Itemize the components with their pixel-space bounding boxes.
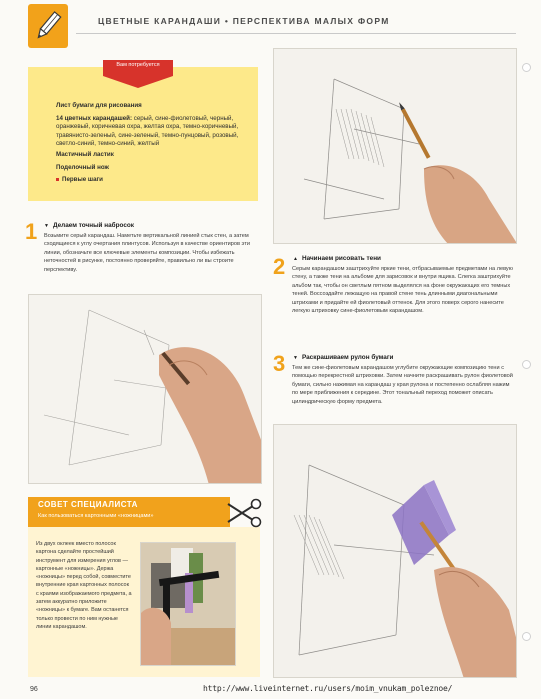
pencil-icon-box: [28, 4, 68, 48]
source-url: http://www.liveinternet.ru/users/moim_vnukam_poleznoe/: [203, 684, 453, 693]
step-text: Тем же сине-фиолетовым карандашом углубите окружающие композицию тени с помощью перекрестной штриховки. Затем начните раскрашивать рулон фиолетовой бумаги, сильно нажимая на карандаш у края рулона и постепенно ослабляя нажим по мере приближения к середине. Этот тональный переход поможет описать цилиндрическую форму предмета.: [292, 365, 513, 405]
materials-item-detail: серый, сине-фиолетовый, черный, оранжевый, коричневая охра, желтая охра, темно-коричневый, травянисто-зеленый, сине-зеленый, темно-пунцовый, розовый, светло-синий, темно-синий, желтый: [56, 114, 239, 148]
step-title: [44, 222, 134, 229]
step1-photo: [28, 294, 262, 484]
expert-tip-subtitle: Как пользоваться картонными «ножницами»: [38, 513, 154, 519]
materials-item-label: Мастичный ластик: [56, 150, 114, 158]
step-text: Возьмите серый карандаш. Наметьте вертикальной линией стык стен, а затем сходящиеся к углу очертания плинтусов. Используя в качестве ориентиров эти линии, обозначьте все ключевые элементы композиции. Чтобы избежать неточностей в рисунке, постоянно проверяйте, правильно ли вы строите перспективу.: [44, 233, 250, 273]
header-rule: [76, 33, 516, 34]
triangle-icon: ▼: [44, 223, 49, 229]
materials-item-label: 14 цветных карандашей:: [56, 114, 133, 122]
scissors-icon: [222, 496, 262, 530]
step-title: [293, 255, 381, 262]
punch-hole: [522, 63, 531, 72]
materials-item: [56, 102, 254, 111]
page-number: 96: [30, 686, 38, 693]
expert-tip-text: Из двух оклеек вместо полосок картона сделайте простейший инструмент для измерения углов — картонные «ножницы». Держа «ножницы» перед собой, совместите внутренние края картонных полосок с краями изображаемого предмета, а затем аккуратно приложите «ножницы» к бумаге. Вам останется только провести по ним нужные линии карандашом.: [36, 541, 132, 630]
step-title: [293, 354, 393, 361]
step2-photo: [273, 48, 517, 244]
step-number: 2: [273, 254, 286, 279]
materials-item: [56, 164, 254, 173]
materials-item-label: Лист бумаги для рисования: [56, 102, 142, 109]
triangle-icon: ▲: [293, 256, 298, 262]
step-text: Серым карандашом заштрихуйте яркие тени, отбрасываемые предметами на левую стену, а также тени на альбоме для зарисовок и внутри ящика. Слегка заштрихуйте альбом так, чтобы он светлым пятном выделялся на фоне окружающих его темных теней. Воссоздайте лежащую на правой стене тень длинными диагональными штрихами и придайте ей фиолетовый оттенок. Для этого поверх серого нанесите легкую штриховку сине-фиолетовым карандашом.: [292, 266, 513, 315]
step-number: 1: [25, 219, 38, 244]
bullet-icon: [56, 178, 59, 181]
materials-tab-label: Вам потребуется: [116, 62, 160, 68]
step-title-text: Начинаем рисовать тени: [301, 255, 381, 262]
step-number: 3: [273, 351, 286, 376]
materials-item: [56, 176, 254, 185]
triangle-icon: ▼: [293, 355, 298, 361]
step3-photo: [273, 424, 517, 678]
punch-hole: [522, 360, 531, 369]
page-header-title: ЦВЕТНЫЕ КАРАНДАШИ • ПЕРСПЕКТИВА МАЛЫХ ФОРМ: [94, 16, 494, 26]
pencil-icon: [33, 9, 63, 43]
expert-tip-title: СОВЕТ СПЕЦИАЛИСТА: [38, 500, 138, 509]
materials-item: [56, 115, 254, 149]
expert-tip-photo: [140, 542, 236, 666]
punch-hole: [522, 632, 531, 641]
materials-list: [56, 102, 254, 185]
materials-item-label: Первые шаги: [62, 176, 103, 184]
step-title-text: Раскрашиваем рулон бумаги: [301, 354, 394, 361]
materials-item: [56, 151, 254, 160]
materials-item-label: Поделочный нож: [56, 163, 109, 171]
step-title-text: Делаем точный набросок: [52, 222, 134, 229]
